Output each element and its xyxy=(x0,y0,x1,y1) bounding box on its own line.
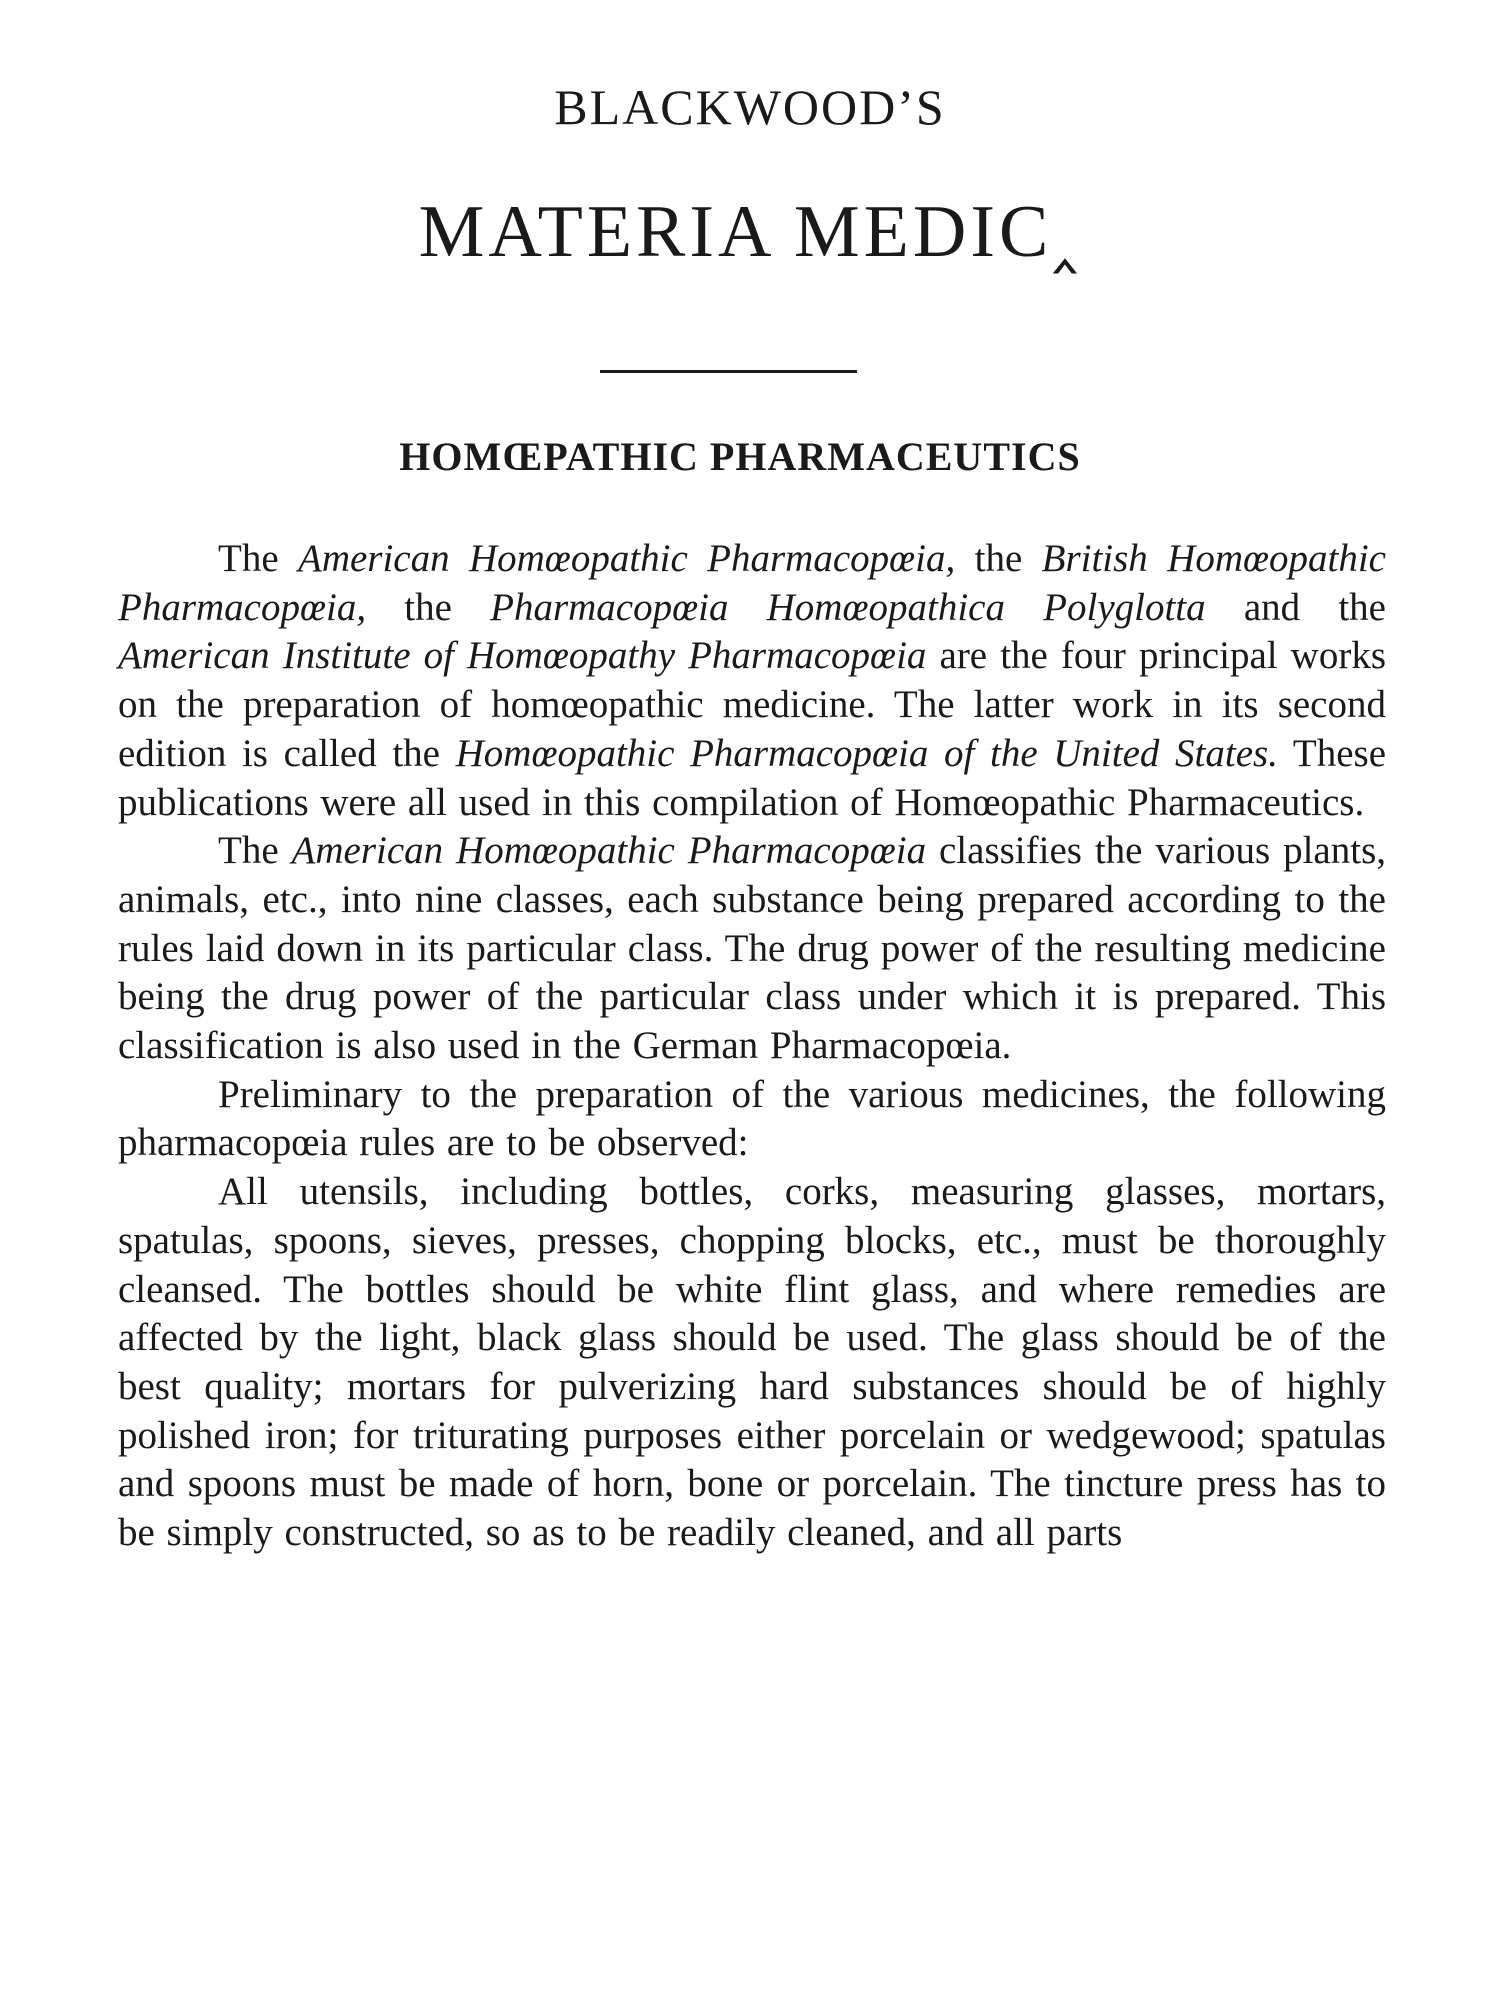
text-segment: the xyxy=(955,537,1042,580)
title-divider xyxy=(600,370,857,373)
body-text xyxy=(118,535,1386,1558)
section-title: HOMŒPATHIC PHARMACEUTICS xyxy=(399,434,1081,479)
text-segment: Preliminary to the preparation of the various medicines, the following pharmacopœia rules are to be observed: xyxy=(118,1072,1386,1165)
italic-title: Pharmacopœia Homœopathica Polyglotta xyxy=(490,585,1206,629)
italic-title: American Homœopathic Pharmacopœia, xyxy=(298,537,956,580)
text-segment: The xyxy=(218,829,292,873)
text-segment: and the xyxy=(1205,585,1386,629)
text-segment: are the four principal works on the preparation of homœopathic medicine. The latter work in its second edition is called the xyxy=(118,634,1387,775)
text-segment: All utensils, including bottles, corks, measuring glasses, mortars, spatulas, spoons, sieves, presses, chopping blocks, etc., must be thoroughly cleansed. The bottles should be white flint glass, and where remedies are affected by the light, black glass should be used. The glass should be of the best quality; mortars for pulverizing hard substances should be of highly polished iron; for triturating purposes either porcelain or wedgewood; spatulas and spoons must be made of horn, bone or porcelain. The tincture press has to be simply constructed, so as to be readily cleaned, and all parts xyxy=(118,1170,1386,1555)
paragraph xyxy=(118,535,1386,827)
book-title: BLACKWOOD’S xyxy=(554,79,946,135)
italic-title: American Homœopathic Pharmacopœia xyxy=(291,829,927,873)
italic-title: American Institute of Homœopathy Pharmacopœia xyxy=(118,634,927,678)
book-subtitle: MATERIA MEDIC‸ xyxy=(418,191,1082,273)
text-segment: the xyxy=(366,585,491,629)
text-segment: The xyxy=(218,537,298,580)
italic-title: British Homœopathic Pharmacopœia, xyxy=(118,537,1386,629)
text-segment: These publications were all used in this compilation of Homœopathic Pharmaceutics. xyxy=(118,731,1386,824)
text-segment: classifies the various plants, animals, etc., into nine classes, each substance being prepared according to the rules laid down in its particular class. The drug power of the resulting medicine being the drug power of the particular class under which it is prepared. This classification is also used in the German Pharmacopœia. xyxy=(118,829,1386,1068)
paragraph xyxy=(118,827,1386,1071)
paragraph xyxy=(118,1168,1386,1558)
paragraph xyxy=(118,1071,1386,1168)
italic-title: Homœopathic Pharmacopœia of the United States. xyxy=(455,731,1278,775)
